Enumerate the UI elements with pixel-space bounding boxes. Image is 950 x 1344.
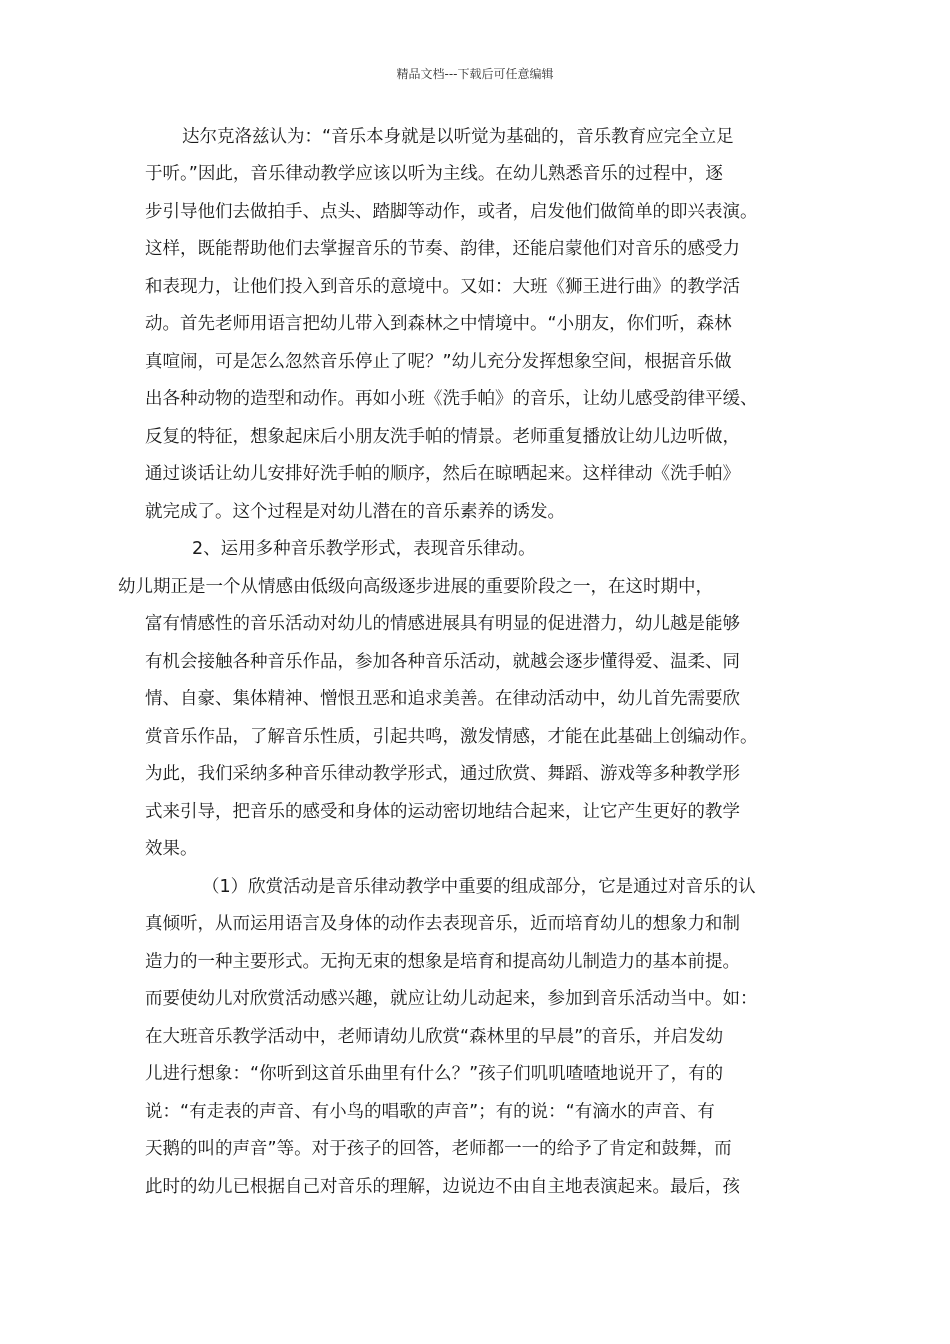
text-line: 情、自豪、集体精神、憎恨丑恶和追求美善。在律动活动中，幼儿首先需要欣: [145, 689, 740, 709]
text-line: 说：“有走表的声音、有小鸟的唱歌的声音”；有的说：“有滴水的声音、有: [145, 1102, 715, 1122]
text-line: 真喧闹，可是怎么忽然音乐停止了呢？”幼儿充分发挥想象空间，根据音乐做: [145, 352, 732, 372]
text-line: 富有情感性的音乐活动对幼儿的情感进展具有明显的促进潜力，幼儿越是能够: [145, 614, 740, 634]
text-line: 这样，既能帮助他们去掌握音乐的节奏、韵律，还能启蒙他们对音乐的感受力: [145, 239, 740, 259]
text-line: 有机会接触各种音乐作品，参加各种音乐活动，就越会逐步懂得爱、温柔、同: [145, 652, 740, 672]
text-line: 赏音乐作品，了解音乐性质，引起共鸣，激发情感，才能在此基础上创编动作。: [145, 727, 758, 747]
text-line: 出各种动物的造型和动作。再如小班《洗手帕》的音乐，让幼儿感受韵律平缓、: [145, 389, 758, 409]
text-line: 而要使幼儿对欣赏活动感兴趣，就应让幼儿动起来，参加到音乐活动当中。如：: [145, 989, 758, 1009]
text-line: 步引导他们去做拍手、点头、踏脚等动作，或者，启发他们做简单的即兴表演。: [145, 202, 758, 222]
text-line: 此时的幼儿已根据自己对音乐的理解，边说边不由自主地表演起来。最后，孩: [145, 1177, 740, 1197]
section-heading: 2、运用多种音乐教学形式，表现音乐律动。: [192, 539, 536, 559]
text-line: 为此，我们采纳多种音乐律动教学形式，通过欣赏、舞蹈、游戏等多种教学形: [145, 764, 740, 784]
text-line: 效果。: [145, 839, 198, 859]
text-line: 于听。”因此，音乐律动教学应该以听为主线。在幼儿熟悉音乐的过程中，逐: [145, 164, 723, 184]
text-line: 在大班音乐教学活动中，老师请幼儿欣赏“森林里的早晨”的音乐，并启发幼: [145, 1027, 724, 1047]
page-header: 精品文档---下载后可任意编辑: [396, 67, 554, 81]
text-line: 反复的特征，想象起床后小朋友洗手帕的情景。老师重复播放让幼儿边听做，: [145, 427, 740, 447]
text-line: 通过谈话让幼儿安排好洗手帕的顺序，然后在晾晒起来。这样律动《洗手帕》: [145, 464, 740, 484]
text-line: 达尔克洛兹认为：“音乐本身就是以听觉为基础的，音乐教育应完全立足: [182, 127, 734, 147]
text-line: 天鹅的叫的声音”等。对于孩子的回答，老师都一一的给予了肯定和鼓舞，而: [145, 1139, 732, 1159]
text-line: 动。首先老师用语言把幼儿带入到森林之中情境中。“小朋友，你们听，森林: [145, 314, 732, 334]
text-line: 就完成了。这个过程是对幼儿潜在的音乐素养的诱发。: [145, 502, 565, 522]
text-line: （1）欣赏活动是音乐律动教学中重要的组成部分，它是通过对音乐的认: [202, 877, 756, 897]
text-line: 儿进行想象：“你听到这首乐曲里有什么？”孩子们叽叽喳喳地说开了，有的: [145, 1064, 724, 1084]
text-line: 幼儿期正是一个从情感由低级向高级逐步进展的重要阶段之一，在这时期中，: [118, 577, 713, 597]
text-line: 造力的一种主要形式。无拘无束的想象是培育和提高幼儿制造力的基本前提。: [145, 952, 740, 972]
text-line: 和表现力，让他们投入到音乐的意境中。又如：大班《狮王进行曲》的教学活: [145, 277, 740, 297]
text-line: 式来引导，把音乐的感受和身体的运动密切地结合起来，让它产生更好的教学: [145, 802, 740, 822]
text-line: 真倾听，从而运用语言及身体的动作去表现音乐，近而培育幼儿的想象力和制: [145, 914, 740, 934]
